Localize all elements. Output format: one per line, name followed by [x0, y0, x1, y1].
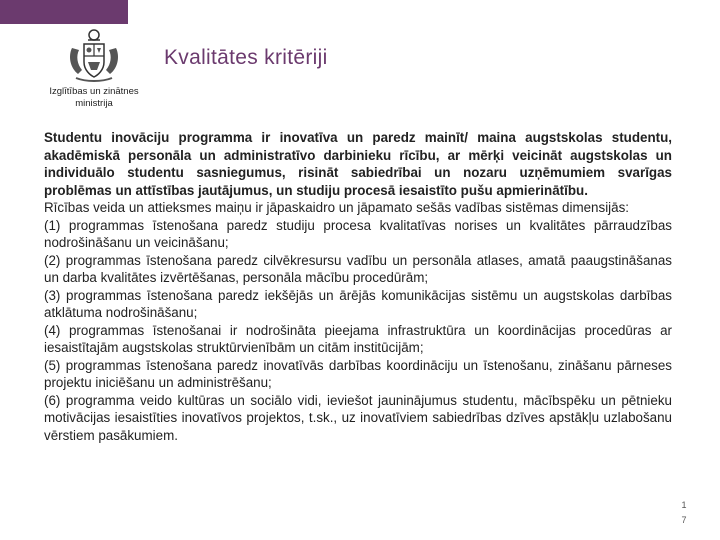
list-item: (2) programmas īstenošana paredz cilvēkresursu vadību un personāla atlases, amatā paaugstināšanas un darba kvalitātes izvērtēšanas, personāla mācību procedūrām;: [44, 252, 672, 285]
list-item: (1) programmas īstenošana paredz studiju procesa kvalitatīvas norises un kvalitātes pārraudzības nodrošināšanu un veicināšanu;: [44, 217, 672, 250]
intro-paragraph: Rīcības veida un attieksmes maiņu ir jāpaskaidro un jāpamato sešās vadības sistēmas dimensijās:: [44, 200, 630, 215]
logo-text-line1: Izglītības un zinātnes: [49, 86, 139, 97]
page-number: [678, 498, 690, 528]
list-item: (5) programmas īstenošana paredz inovatīvās darbības koordināciju un īstenošanu, zināšanu pārneses projektu iniciēšanu un administrēšanu;: [44, 357, 672, 390]
coat-of-arms-icon: [64, 26, 124, 86]
logo-text-line2: ministrija: [75, 98, 113, 109]
list-item: (4) programmas īstenošanai ir nodrošināta pieejama infrastruktūra un koordinācijas procedūras ar iesaistītajām augstskolas struktūrvienībām un citām institūcijām;: [44, 322, 672, 355]
lead-paragraph: Studentu inovāciju programma ir inovatīva un paredz mainīt/ maina augstskolas studentu, akadēmiskā personāla un administratīvo darbinieku rīcību, ar mērķi veicināt augstskolas un individuālo studentu sasniegumus, risināt sabiedrībai un nozaru uzņēmumiem svarīgas problēmas un attīstības jautājumus, un studiju procesā iesaistīto pušu apmierinātību.: [44, 130, 672, 198]
logo-caption: [44, 86, 144, 110]
header-accent-bar: [0, 0, 128, 24]
list-item: (6) programma veido kultūras un sociālo vidi, ieviešot jauninājumus studentu, mācībspēku un pētnieku motivācijas iesaistīties inovatīvos projektos, t.sk., uz inovatīviem sabiedrības dzīves apstākļu uzlabošanu vērstiem pasākumiem.: [44, 392, 672, 443]
list-item: (3) programmas īstenošana paredz iekšējās un ārējās komunikācijas sistēmu un augstskolas darbības atklātuma nodrošināšanu;: [44, 287, 672, 320]
page-number-digit: 1: [681, 500, 687, 510]
main-text: [44, 129, 672, 444]
ministry-logo: [44, 26, 144, 122]
page-title: Kvalitātes kritēriji: [164, 46, 328, 69]
page-number-digit: 7: [681, 515, 687, 525]
